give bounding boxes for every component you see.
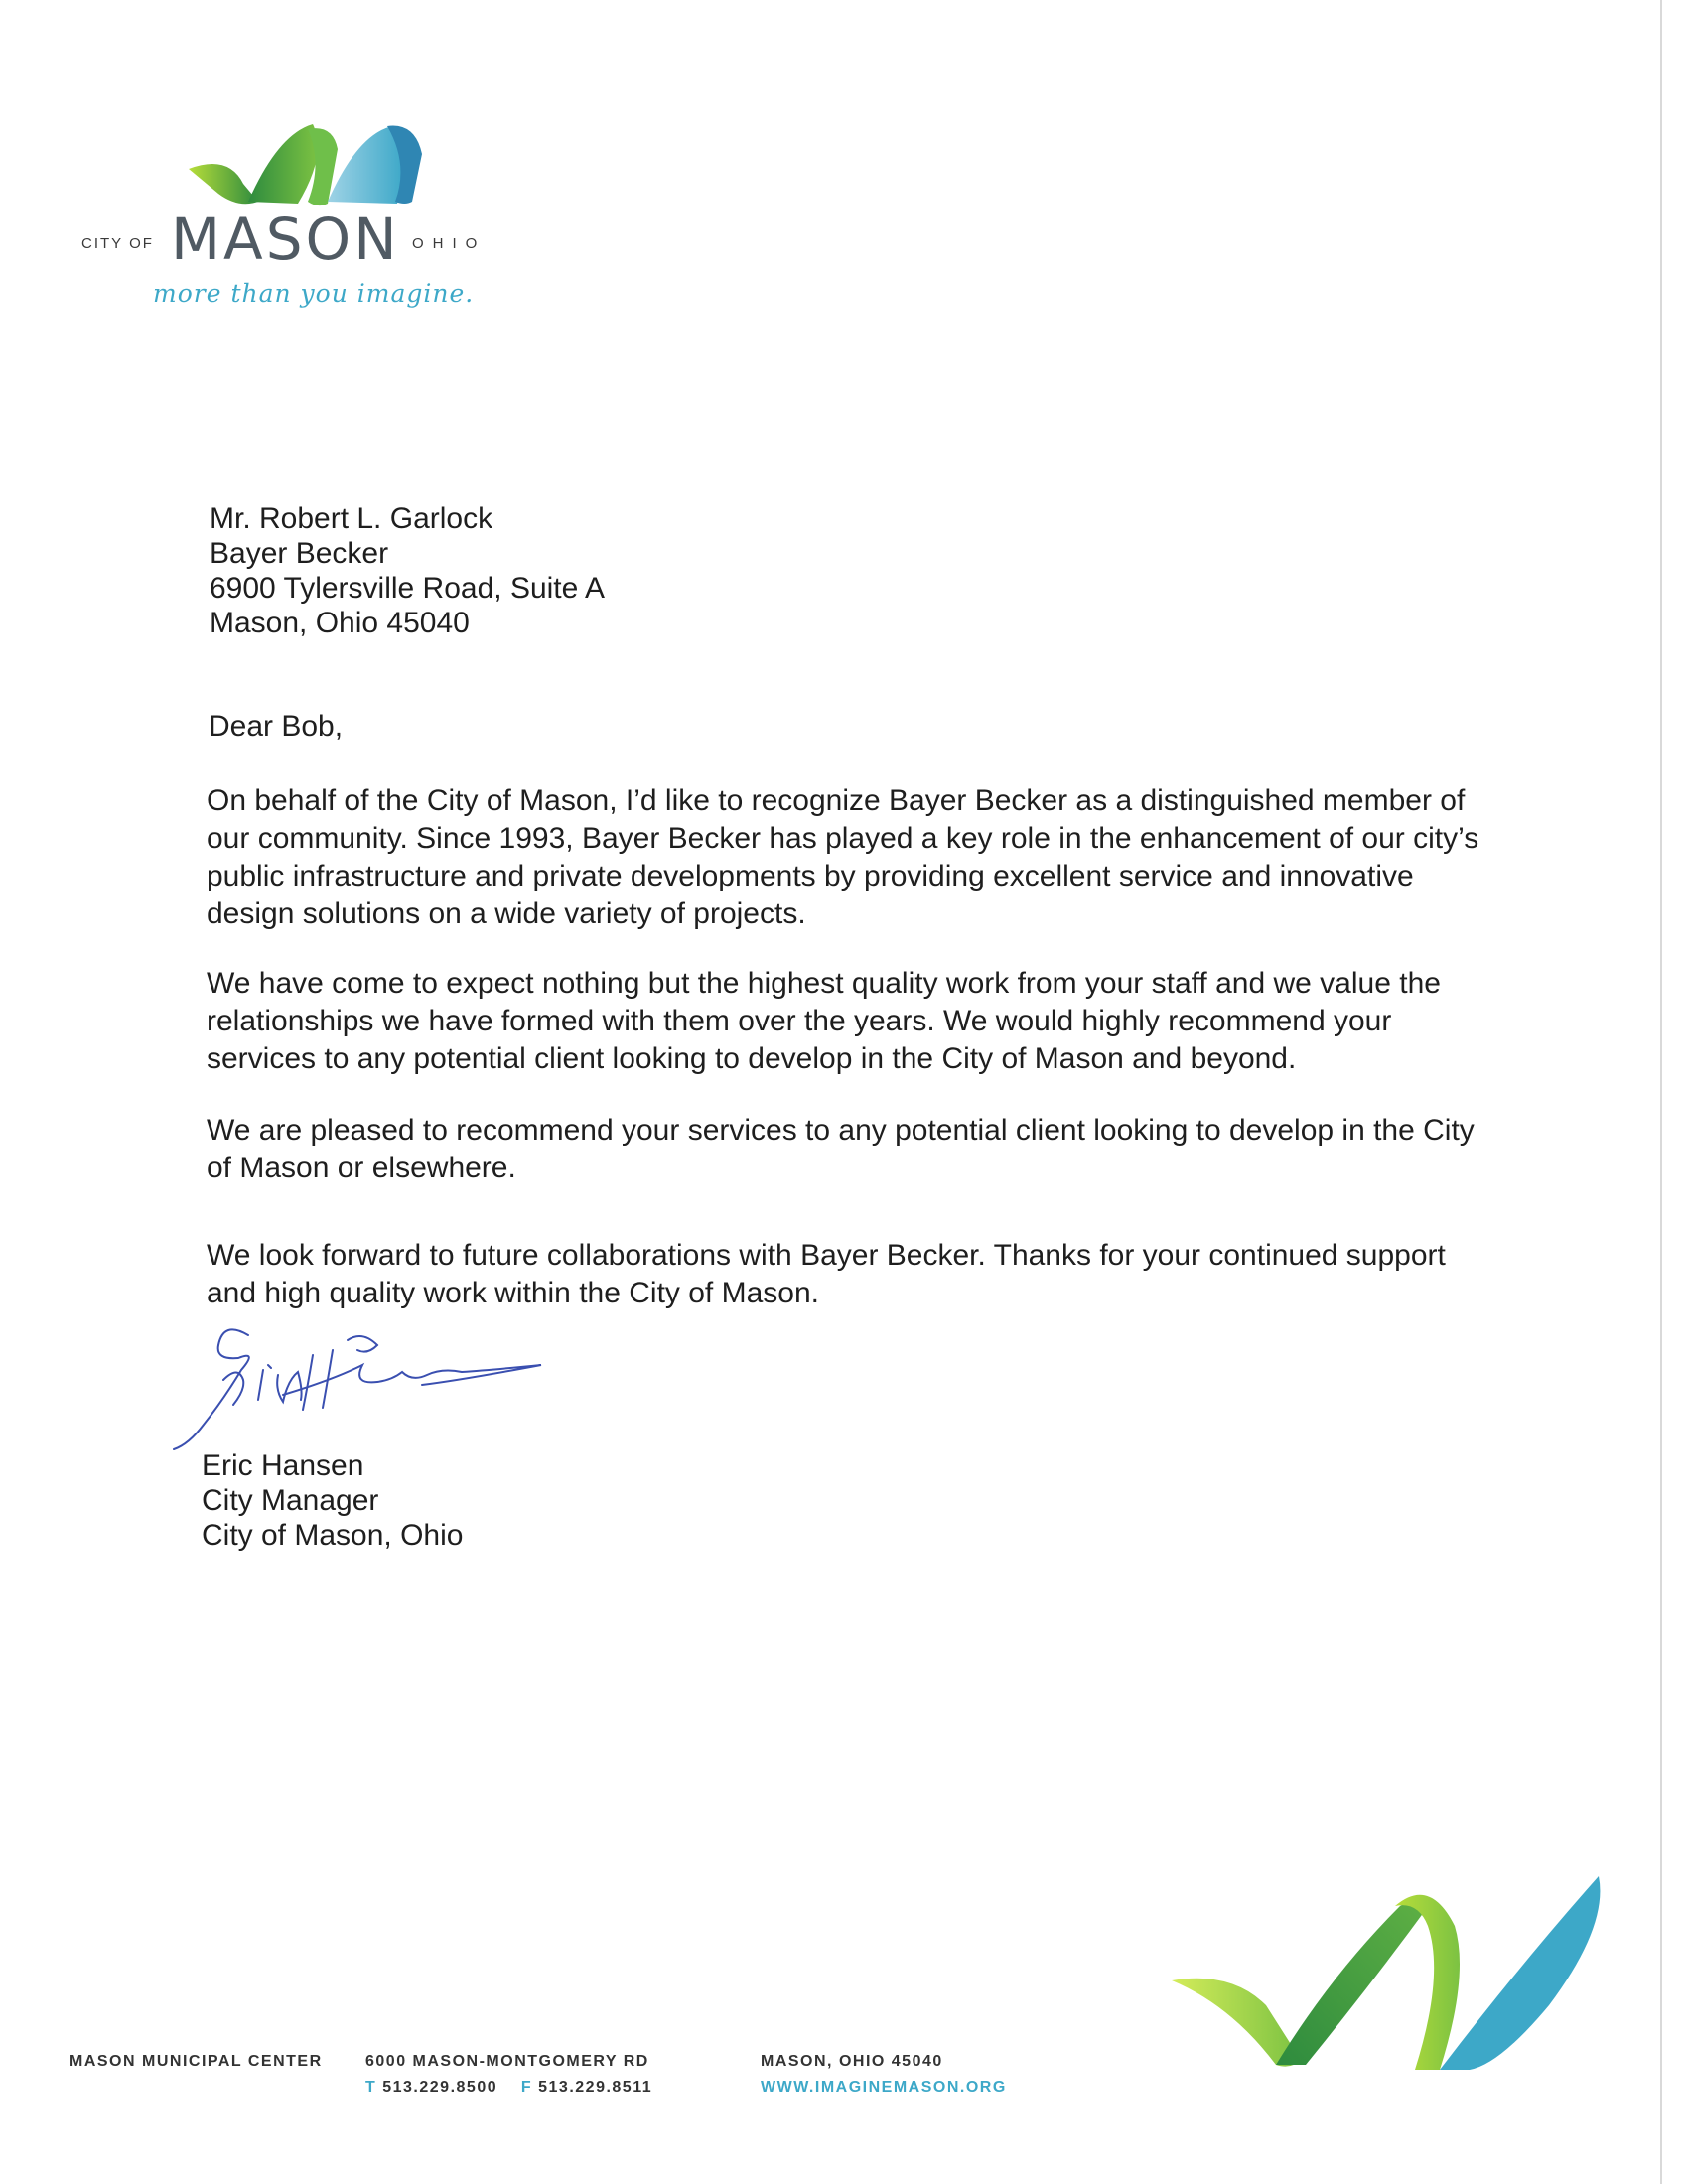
recipient-name: Mr. Robert L. Garlock	[210, 502, 493, 535]
logo-mason-text: MASON	[171, 205, 400, 273]
footer-contact	[761, 2053, 1007, 2097]
fax-number: 513.229.8511	[538, 2079, 653, 2096]
footer-address	[365, 2053, 652, 2097]
footer-ribbon-icon	[1172, 1856, 1668, 2085]
paragraph-1: On behalf of the City of Mason, I’d like to recognize Bayer Becker as a distinguished member of our community. Since 1993, Bayer Becker has played a key role in the enhancement of our city’s public infrastructure and private developments by providing excellent service and innovative design solutions on a wide variety of projects.	[207, 784, 1479, 930]
recipient-street: 6900 Tylersville Road, Suite A	[210, 572, 606, 605]
footer-building-name: MASON MUNICIPAL CENTER	[70, 2053, 323, 2070]
paragraph-2: We have come to expect nothing but the highest quality work from your staff and we value the relationships we have formed with them over the years. We would highly recommend your services to any potential client looking to develop in the City of Mason and beyond.	[207, 967, 1441, 1075]
footer-street: 6000 MASON-MONTGOMERY RD	[365, 2053, 649, 2070]
salutation: Dear Bob,	[209, 710, 344, 743]
ribbon-m-logo-icon	[149, 114, 487, 213]
signer-name: Eric Hansen	[202, 1449, 364, 1482]
footer-city: MASON, OHIO 45040	[761, 2053, 943, 2070]
city-logo	[79, 114, 516, 323]
fax-prefix: F	[520, 2079, 533, 2096]
signer-title: City Manager	[202, 1484, 379, 1517]
footer-phone-fax	[365, 2079, 652, 2097]
recipient-address	[210, 501, 605, 640]
recipient-city: Mason, Ohio 45040	[210, 607, 470, 639]
signature-block	[202, 1448, 463, 1553]
paragraph-3: We are pleased to recommend your services to any potential client looking to develop in the City of Mason or elsewhere.	[207, 1114, 1475, 1184]
footer-building	[70, 2053, 323, 2071]
footer-website-link[interactable]: WWW.IMAGINEMASON.ORG	[761, 2079, 1007, 2096]
handwritten-signature	[164, 1310, 611, 1459]
signer-organization: City of Mason, Ohio	[202, 1519, 464, 1552]
recipient-company: Bayer Becker	[210, 537, 389, 570]
phone-prefix: T	[365, 2079, 377, 2096]
paragraph-4: We look forward to future collaborations with Bayer Becker. Thanks for your continued support and high quality work within the City of Mason.	[207, 1239, 1446, 1309]
logo-tagline: more than you imagine.	[153, 279, 475, 308]
logo-city-of-text: CITY OF	[81, 235, 154, 252]
phone-number: 513.229.8500	[382, 2079, 498, 2096]
logo-ohio-text: OHIO	[412, 235, 487, 252]
